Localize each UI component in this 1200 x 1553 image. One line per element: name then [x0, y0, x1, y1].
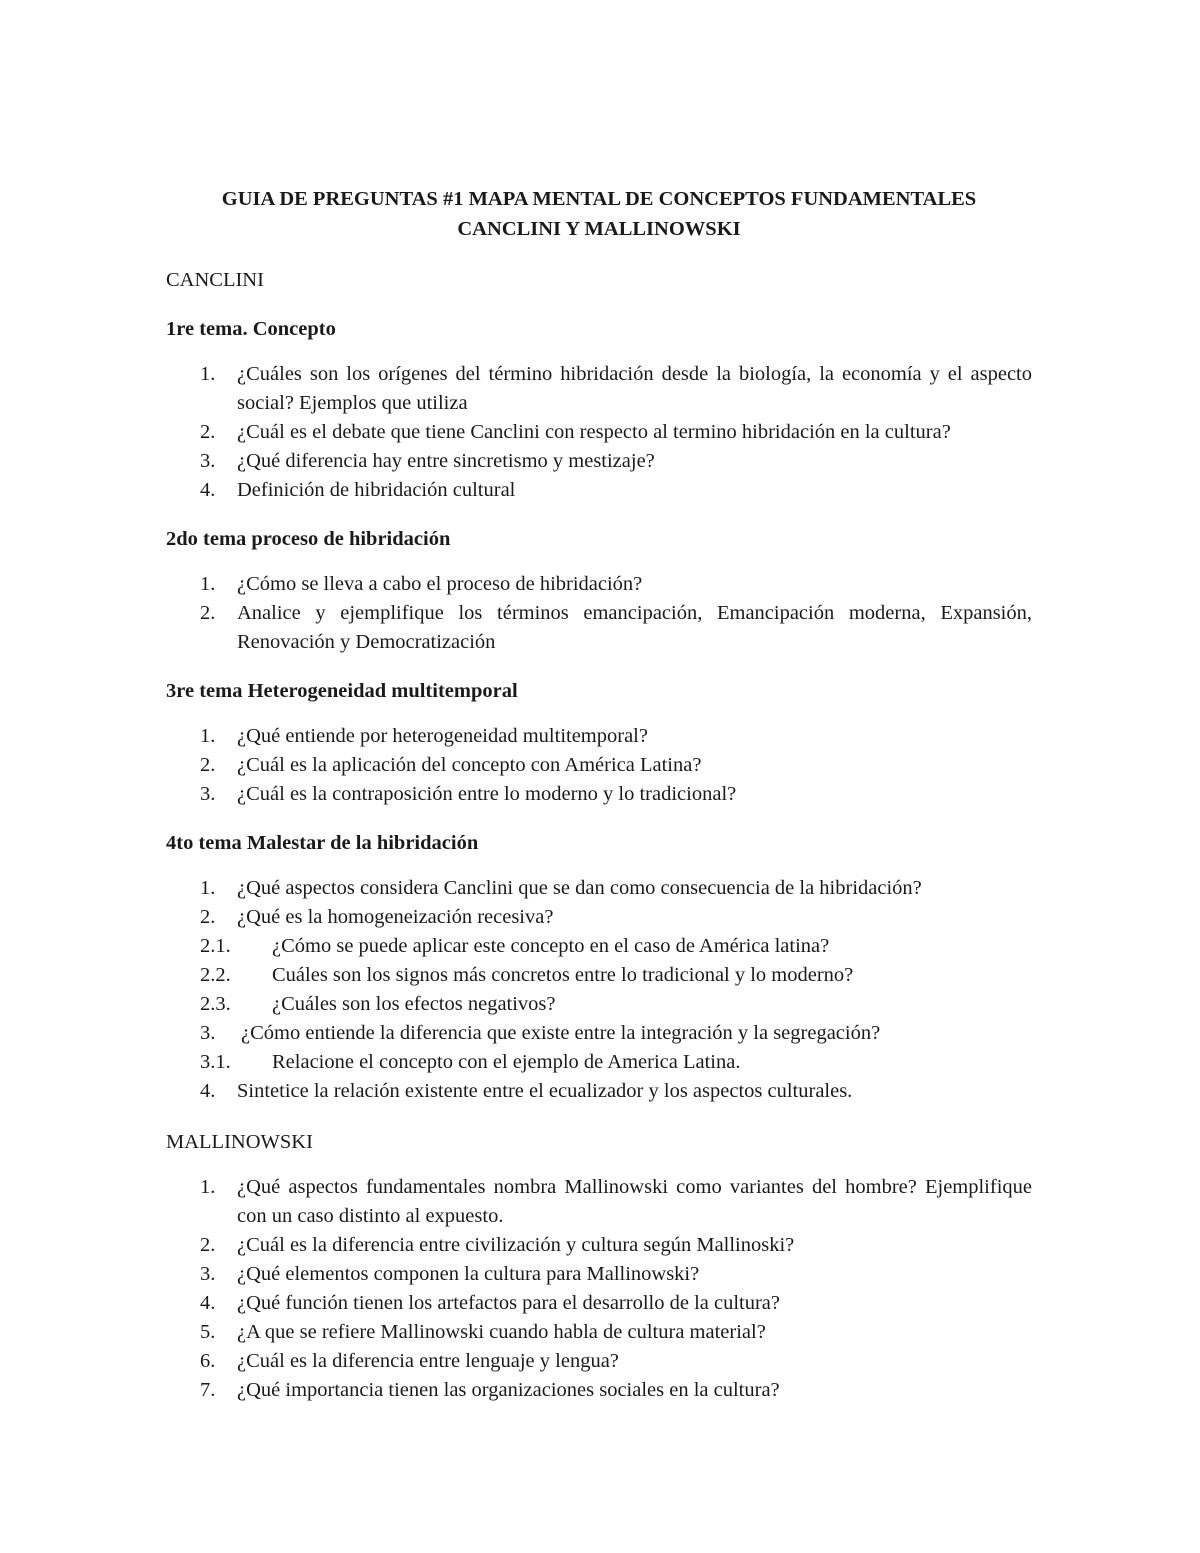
item-text: ¿Qué entiende por heterogeneidad multitemporal?: [237, 725, 648, 747]
item-number: 2.: [200, 1234, 216, 1256]
item-text: ¿Cómo se puede aplicar este concepto en el caso de América latina?: [272, 935, 830, 957]
list-item: [166, 1318, 1032, 1347]
item-number: 1.: [200, 363, 216, 385]
list-item: [166, 1289, 1032, 1318]
item-number: 1.: [200, 725, 216, 747]
item-number: 3.: [200, 1022, 216, 1044]
item-number: 4.: [200, 1292, 216, 1314]
item-text: ¿Qué importancia tienen las organizaciones sociales en la cultura?: [237, 1379, 780, 1401]
title-line-1: GUIA DE PREGUNTAS #1 MAPA MENTAL DE CONCEPTOS FUNDAMENTALES: [221, 188, 977, 210]
list-subitem: [166, 961, 1032, 990]
list-item: [166, 1019, 1032, 1048]
item-text: ¿Cuál es el debate que tiene Canclini con respecto al termino hibridación en la cultura?: [237, 421, 951, 443]
list-item: [166, 903, 1032, 932]
title-line-2: CANCLINI Y MALLINOWSKI: [457, 218, 741, 240]
item-text: ¿Cuáles son los orígenes del término hibridación desde la biología, la economía y el aspecto social? Ejemplos que utiliza: [237, 363, 1032, 414]
item-number: 7.: [200, 1379, 216, 1401]
topic-2-question-list: [166, 570, 1032, 657]
item-number: 3.: [200, 1263, 216, 1285]
item-text: ¿Qué es la homogeneización recesiva?: [237, 906, 554, 928]
item-number: 1.: [200, 573, 216, 595]
item-text: ¿Qué función tienen los artefactos para el desarrollo de la cultura?: [237, 1292, 780, 1314]
document-page: [166, 184, 1032, 1405]
list-item: [166, 1347, 1032, 1376]
item-text: ¿Cuáles son los efectos negativos?: [272, 993, 556, 1015]
list-item: [166, 1173, 1032, 1231]
item-number: 2.: [200, 602, 216, 624]
topic-1-question-list: [166, 360, 1032, 505]
list-item: [166, 570, 1032, 599]
list-item: [166, 447, 1032, 476]
list-item: [166, 874, 1032, 903]
item-text: Definición de hibridación cultural: [237, 479, 516, 501]
topic-4-question-list: [166, 874, 1032, 1106]
list-item: [166, 1260, 1032, 1289]
item-number: 3.: [200, 450, 216, 472]
item-number: 3.: [200, 783, 216, 805]
item-text: ¿Cuál es la aplicación del concepto con América Latina?: [237, 754, 702, 776]
topic-heading-2: 2do tema proceso de hibridación: [166, 528, 451, 550]
item-text: ¿Cómo se lleva a cabo el proceso de hibridación?: [237, 573, 643, 595]
item-text: ¿Cuál es la diferencia entre lenguaje y lengua?: [237, 1350, 619, 1372]
document-title: [166, 184, 1032, 244]
topic-heading-1: 1re tema. Concepto: [166, 318, 336, 340]
list-subitem: [166, 990, 1032, 1019]
item-text: Analice y ejemplifique los términos emancipación, Emancipación moderna, Expansión, Renovación y Democratización: [237, 602, 1032, 653]
item-number: 4.: [200, 1080, 216, 1102]
item-number: 2.: [200, 906, 216, 928]
item-number: 2.1.: [200, 935, 231, 957]
item-text: ¿A que se refiere Mallinowski cuando habla de cultura material?: [237, 1321, 766, 1343]
item-text: ¿Cuál es la contraposición entre lo moderno y lo tradicional?: [237, 783, 737, 805]
topic-heading-3: 3re tema Heterogeneidad multitemporal: [166, 680, 518, 702]
section-heading-canclini: CANCLINI: [166, 269, 264, 291]
section-heading-mallinowski: MALLINOWSKI: [166, 1131, 313, 1153]
item-text: Cuáles son los signos más concretos entre lo tradicional y lo moderno?: [272, 964, 854, 986]
list-item: [166, 418, 1032, 447]
item-text: ¿Qué elementos componen la cultura para Mallinowski?: [237, 1263, 700, 1285]
list-item: [166, 722, 1032, 751]
topic-heading-4: 4to tema Malestar de la hibridación: [166, 832, 479, 854]
mallinowski-question-list: [166, 1173, 1032, 1405]
item-number: 1.: [200, 1176, 216, 1198]
list-item: [166, 1376, 1032, 1405]
list-item: [166, 1077, 1032, 1106]
list-item: [166, 1231, 1032, 1260]
list-item: [166, 599, 1032, 657]
item-number: 3.1.: [200, 1051, 231, 1073]
item-text: ¿Cuál es la diferencia entre civilización y cultura según Mallinoski?: [237, 1234, 795, 1256]
item-text: ¿Qué aspectos considera Canclini que se dan como consecuencia de la hibridación?: [237, 877, 922, 899]
item-text: ¿Cómo entiende la diferencia que existe entre la integración y la segregación?: [241, 1022, 881, 1044]
item-number: 2.2.: [200, 964, 231, 986]
list-item: [166, 476, 1032, 505]
topic-3-question-list: [166, 722, 1032, 809]
item-number: 6.: [200, 1350, 216, 1372]
item-text: ¿Qué diferencia hay entre sincretismo y mestizaje?: [237, 450, 655, 472]
item-text: Sintetice la relación existente entre el ecualizador y los aspectos culturales.: [237, 1080, 853, 1102]
item-number: 4.: [200, 479, 216, 501]
list-subitem: [166, 1048, 1032, 1077]
item-number: 2.3.: [200, 993, 231, 1015]
item-text: ¿Qué aspectos fundamentales nombra Mallinowski como variantes del hombre? Ejemplifique con un caso distinto al expuesto.: [237, 1176, 1032, 1227]
item-text: Relacione el concepto con el ejemplo de America Latina.: [272, 1051, 741, 1073]
item-number: 5.: [200, 1321, 216, 1343]
item-number: 1.: [200, 877, 216, 899]
item-number: 2.: [200, 421, 216, 443]
item-number: 2.: [200, 754, 216, 776]
list-subitem: [166, 932, 1032, 961]
list-item: [166, 751, 1032, 780]
list-item: [166, 780, 1032, 809]
list-item: [166, 360, 1032, 418]
